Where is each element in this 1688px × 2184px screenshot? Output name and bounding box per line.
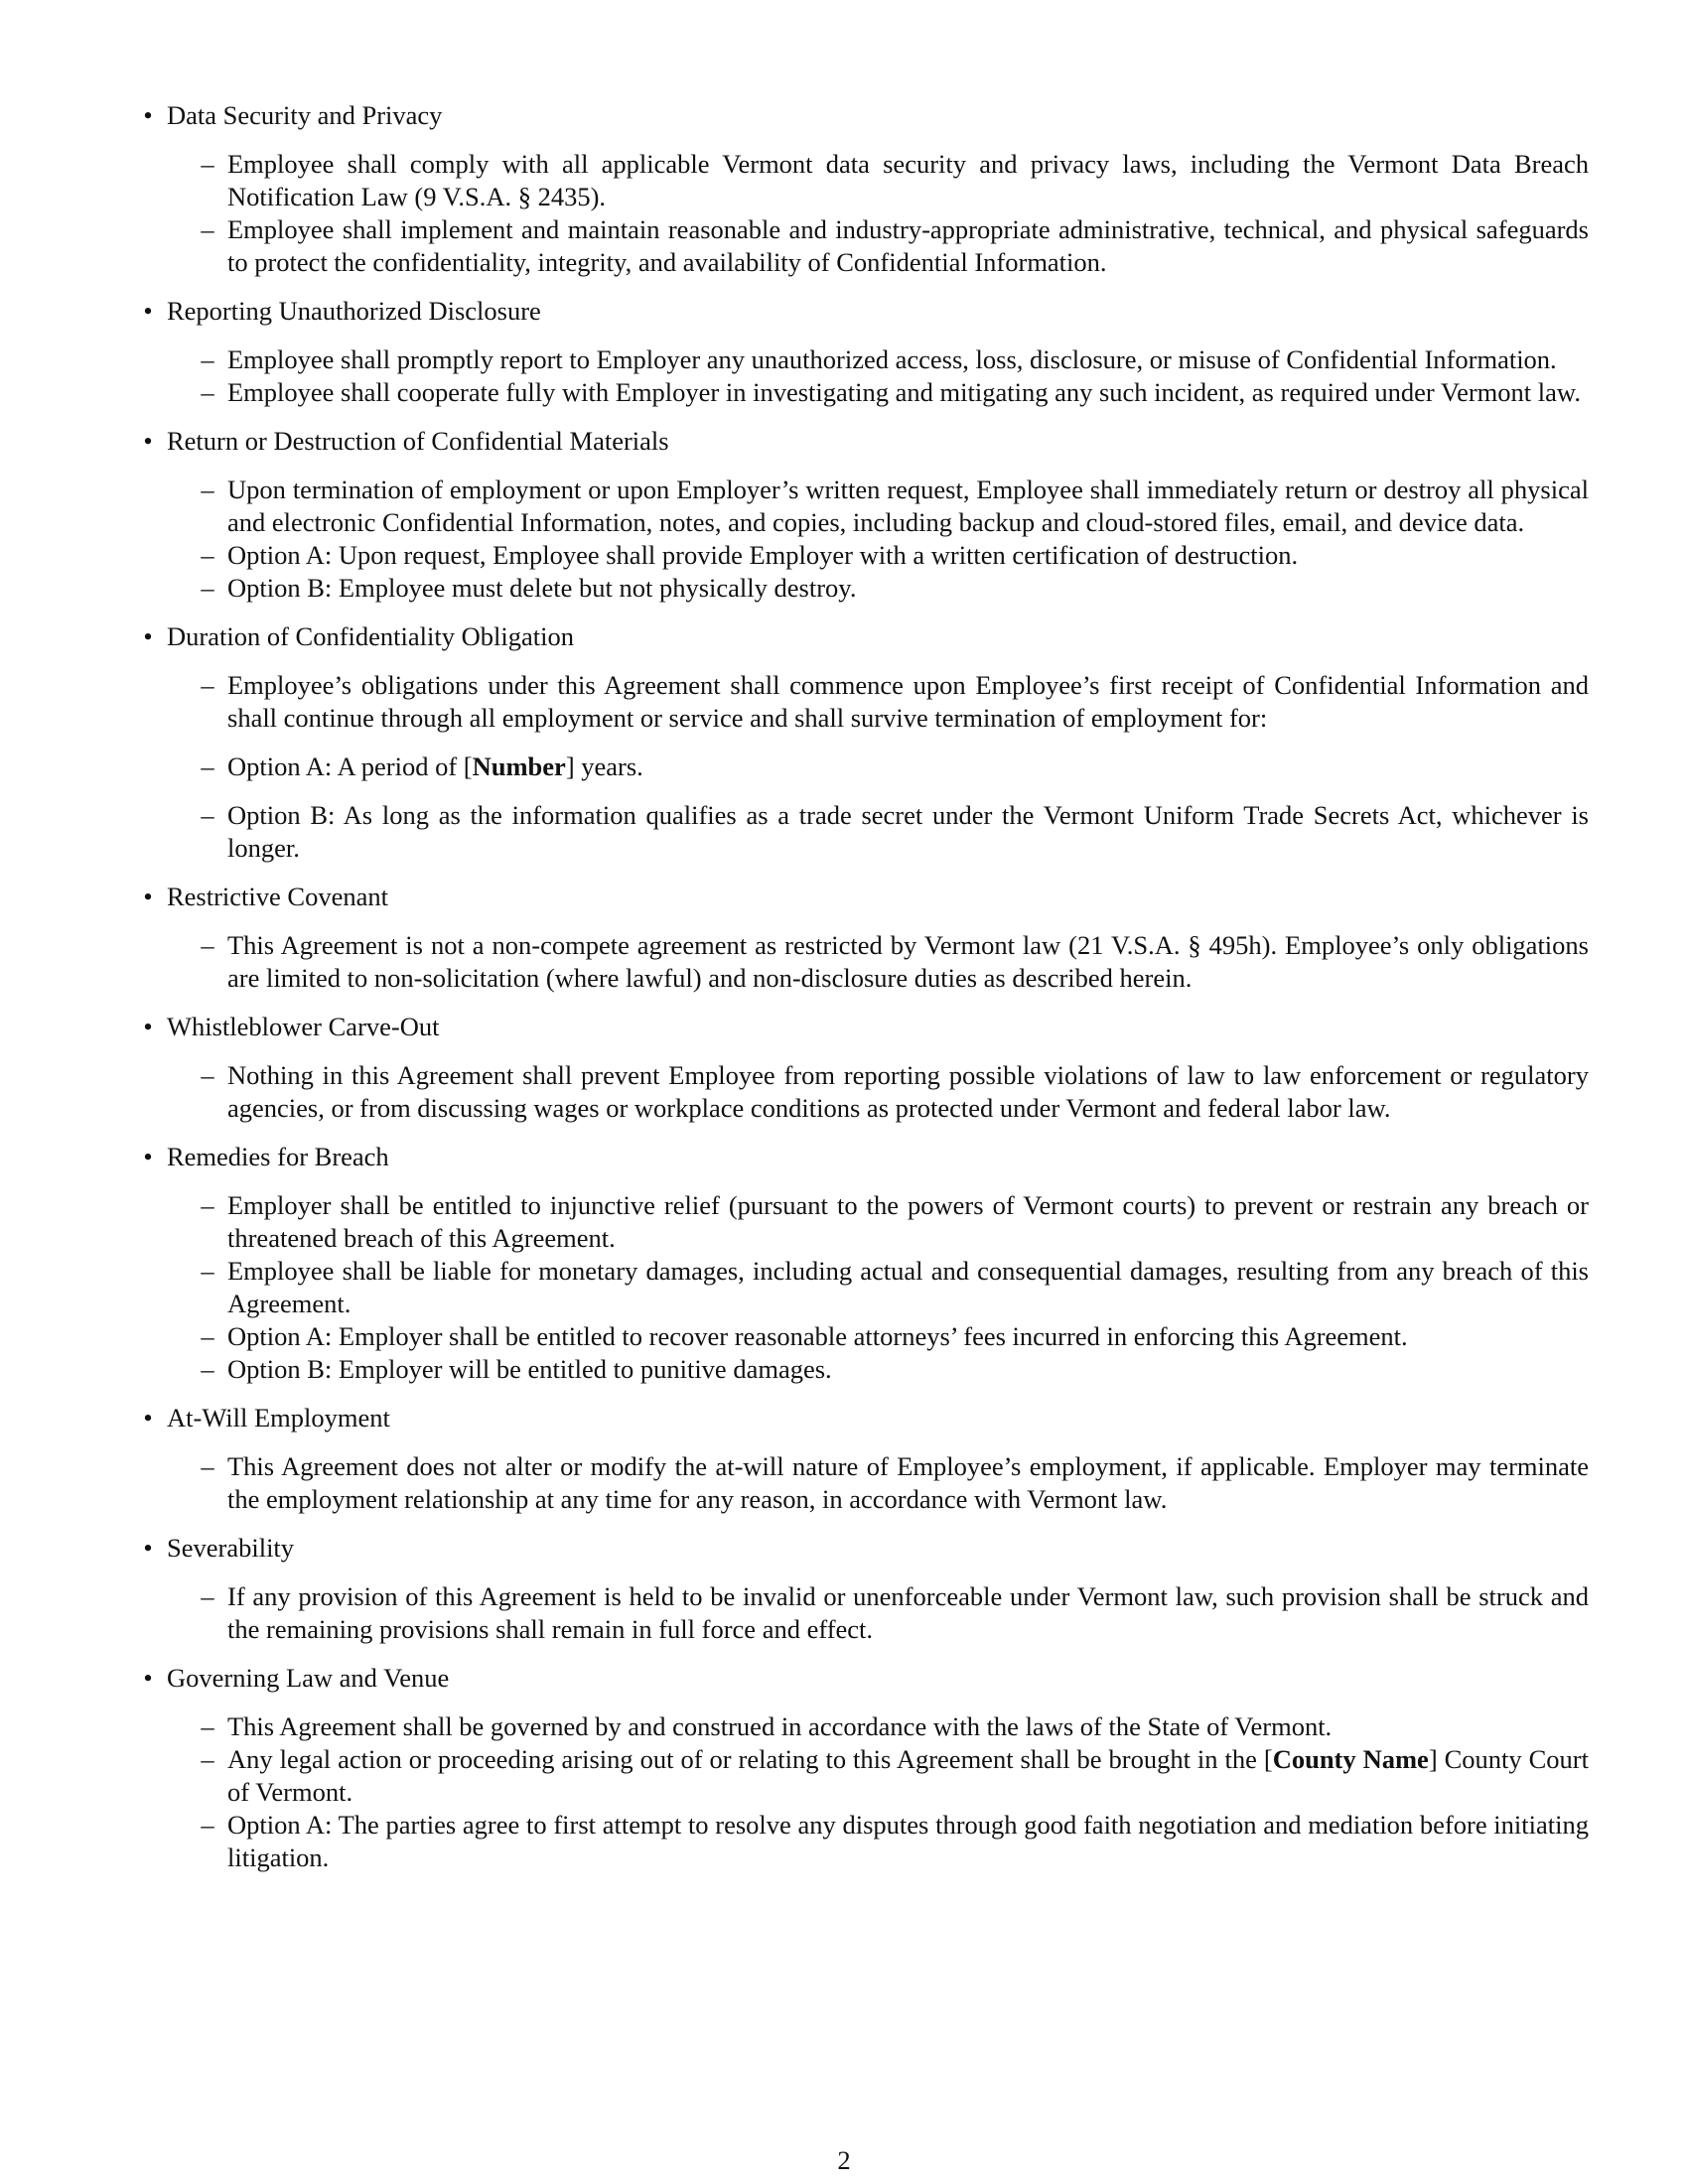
list-item: – Option A: Upon request, Employee shall provide Employer with a written certification of destruction. — [227, 539, 1589, 572]
subitem-list — [167, 474, 1589, 605]
list-item: – Option B: Employee must delete but not physically destroy. — [227, 572, 1589, 605]
dash-icon: – — [201, 1744, 214, 1774]
list-item: – Option B: Employer will be entitled to punitive damages. — [227, 1353, 1589, 1386]
dash-icon: – — [201, 149, 214, 179]
bullet-icon: • — [143, 621, 153, 651]
dash-icon: – — [201, 475, 214, 504]
bullet-icon: • — [143, 1663, 153, 1693]
list-item: – This Agreement shall be governed by and construed in accordance with the laws of the State of Vermont. — [227, 1710, 1589, 1743]
list-item: – Employee shall be liable for monetary damages, including actual and consequential damages, resulting from any breach of this Agreement. — [227, 1255, 1589, 1320]
section-remedies — [143, 1141, 1589, 1386]
section-duration — [143, 620, 1589, 865]
list-item: – Employer shall be entitled to injunctive relief (pursuant to the powers of Vermont courts) to prevent or restrain any breach or threatened breach of this Agreement. — [227, 1189, 1589, 1255]
list-item: – This Agreement does not alter or modify the at-will nature of Employee’s employment, if applicable. Employer may terminate the employment relationship at any time for any reason, in accordance with Vermont law. — [227, 1450, 1589, 1516]
list-item: – Option B: As long as the information qualifies as a trade secret under the Vermont Uniform Trade Secrets Act, whichever is longer. — [227, 799, 1589, 865]
subitem-list — [167, 929, 1589, 995]
list-item: – Employee’s obligations under this Agreement shall commence upon Employee’s first receipt of Confidential Information and shall continue through all employment or service and shall survive termination of employment for: — [227, 669, 1589, 735]
list-item: – Option A: The parties agree to first attempt to resolve any disputes through good faith negotiation and mediation before initiating litigation. — [227, 1809, 1589, 1874]
dash-icon: – — [201, 1256, 214, 1286]
section-title: At-Will Employment — [167, 1403, 390, 1433]
list-item: – Option A: A period of [Number] years. — [227, 751, 1589, 783]
bullet-icon: • — [143, 1012, 153, 1041]
list-item: – Employee shall comply with all applicable Vermont data security and privacy laws, including the Vermont Data Breach Notification Law (9 V.S.A. § 2435). — [227, 148, 1589, 213]
dash-icon: – — [201, 344, 214, 374]
section-data-security — [143, 99, 1589, 279]
document-body — [143, 99, 1589, 1890]
dash-icon: – — [201, 1810, 214, 1840]
bullet-icon: • — [143, 296, 153, 326]
subitem-list — [167, 1189, 1589, 1386]
section-title: Duration of Confidentiality Obligation — [167, 621, 574, 651]
section-return-destruction — [143, 425, 1589, 605]
bullet-icon: • — [143, 100, 153, 130]
section-whistleblower — [143, 1011, 1589, 1125]
list-item: – This Agreement is not a non-compete agreement as restricted by Vermont law (21 V.S.A. § 495h). Employee’s only obligations are limited to non-solicitation (where lawful) and non-disclosure duties as described herein. — [227, 929, 1589, 995]
list-item: – Any legal action or proceeding arising out of or relating to this Agreement shall be brought in the [County Name] County Court of Vermont. — [227, 1743, 1589, 1809]
subitem-list — [167, 1450, 1589, 1516]
subitem-list — [167, 343, 1589, 409]
section-title: Return or Destruction of Confidential Materials — [167, 426, 669, 456]
subitem-list — [167, 1710, 1589, 1874]
bullet-icon: • — [143, 1403, 153, 1433]
dash-icon: – — [201, 377, 214, 407]
bullet-icon: • — [143, 882, 153, 911]
section-title: Governing Law and Venue — [167, 1663, 450, 1693]
bullet-icon: • — [143, 1142, 153, 1171]
dash-icon: – — [201, 800, 214, 830]
list-item: – Upon termination of employment or upon Employer’s written request, Employee shall immediately return or destroy all physical and electronic Confidential Information, notes, and copies, including backup and cloud-stored files, email, and device data. — [227, 474, 1589, 539]
section-title: Data Security and Privacy — [167, 100, 443, 130]
dash-icon: – — [201, 751, 214, 781]
dash-icon: – — [201, 1354, 214, 1384]
list-item: – Nothing in this Agreement shall prevent Employee from reporting possible violations of law to law enforcement or regulatory agencies, or from discussing wages or workplace conditions as protected under Vermont and federal labor law. — [227, 1059, 1589, 1125]
bullet-icon: • — [143, 426, 153, 456]
section-title: Whistleblower Carve-Out — [167, 1012, 440, 1041]
list-item: – If any provision of this Agreement is held to be invalid or unenforceable under Vermont law, such provision shall be struck and the remaining provisions shall remain in full force and effect. — [227, 1580, 1589, 1646]
subitem-list — [167, 669, 1589, 865]
dash-icon: – — [201, 540, 214, 570]
section-list — [143, 99, 1589, 1874]
placeholder-number: Number — [472, 751, 566, 781]
page-number: 2 — [837, 2145, 851, 2175]
list-item: – Employee shall implement and maintain reasonable and industry-appropriate administrative, technical, and physical safeguards to protect the confidentiality, integrity, and availability of Confidential Information. — [227, 213, 1589, 279]
section-restrictive-covenant — [143, 881, 1589, 995]
section-at-will — [143, 1402, 1589, 1516]
subitem-list — [167, 1059, 1589, 1125]
bullet-icon: • — [143, 1533, 153, 1563]
list-item: – Option A: Employer shall be entitled to recover reasonable attorneys’ fees incurred in enforcing this Agreement. — [227, 1320, 1589, 1353]
dash-icon: – — [201, 670, 214, 700]
placeholder-county-name: County Name — [1272, 1744, 1429, 1774]
list-item: – Employee shall promptly report to Employer any unauthorized access, loss, disclosure, or misuse of Confidential Information. — [227, 343, 1589, 376]
subitem-list — [167, 1580, 1589, 1646]
section-severability — [143, 1532, 1589, 1646]
dash-icon: – — [201, 1581, 214, 1611]
dash-icon: – — [201, 1711, 214, 1741]
section-title: Remedies for Breach — [167, 1142, 389, 1171]
dash-icon: – — [201, 930, 214, 960]
dash-icon: – — [201, 1451, 214, 1481]
section-reporting — [143, 295, 1589, 409]
section-title: Reporting Unauthorized Disclosure — [167, 296, 541, 326]
dash-icon: – — [201, 573, 214, 603]
dash-icon: – — [201, 214, 214, 244]
subitem-list — [167, 148, 1589, 279]
dash-icon: – — [201, 1060, 214, 1090]
dash-icon: – — [201, 1321, 214, 1351]
section-governing-law — [143, 1662, 1589, 1874]
section-title: Restrictive Covenant — [167, 882, 388, 911]
list-item: – Employee shall cooperate fully with Employer in investigating and mitigating any such incident, as required under Vermont law. — [227, 376, 1589, 409]
dash-icon: – — [201, 1190, 214, 1220]
section-title: Severability — [167, 1533, 295, 1563]
